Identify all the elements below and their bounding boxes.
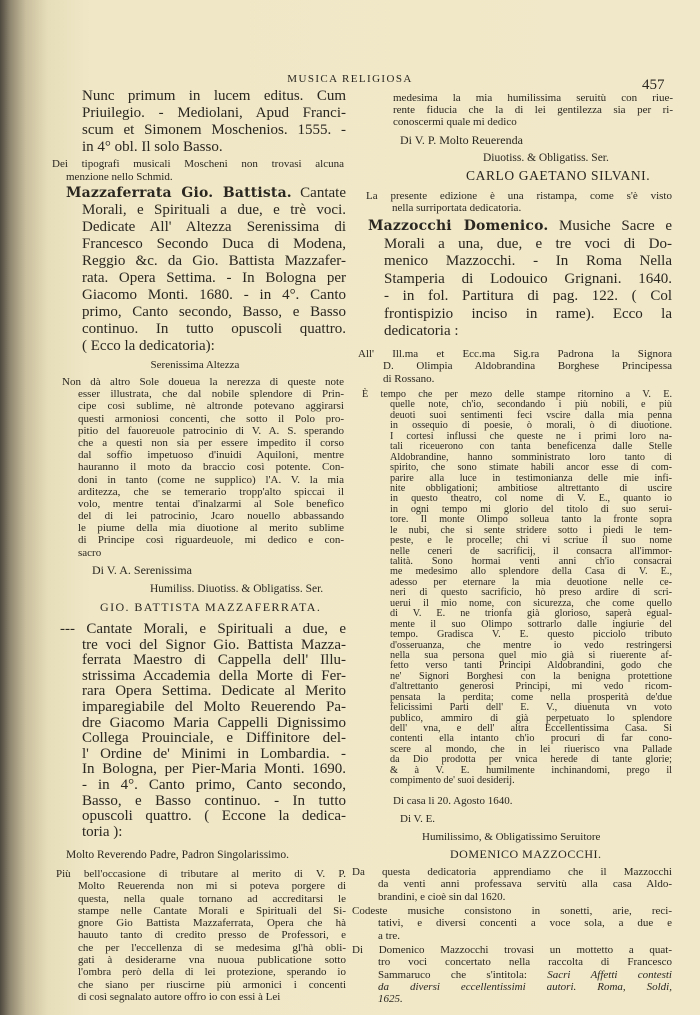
text-line: opuscoli quattro. ( Eccone la dedica- xyxy=(82,808,346,825)
text-line: contenti ella intanto ch'io procuri di far cono- xyxy=(390,733,672,745)
continuation-paragraph xyxy=(82,88,346,156)
text-line: mente il suo Olimpo sottrarlo dalle ingiurie del xyxy=(390,618,672,630)
dedication-text xyxy=(56,868,346,1003)
text-line: Priuilegio. - Mediolani, Apud Franci- xyxy=(82,105,346,121)
text-line: di V. E. ne trionfa già glorioso, saperà egual- xyxy=(390,608,672,620)
text-line: in questo theatro, col nome di V. E., quanto io xyxy=(390,493,672,505)
text-line: menzione nello Schmid. xyxy=(66,170,173,183)
text-line: me medesimo allo splendore della Casa di V. E., xyxy=(390,566,672,578)
text-line: stampe nelle Cantate Morali e Spirituali del Si- xyxy=(78,904,346,917)
text-line: In Bologna, per Pier-Maria Monti. 1690. xyxy=(82,761,346,778)
dedication-text xyxy=(362,390,672,787)
text-line: Nunc primum in lucem editus. Cum xyxy=(82,88,346,104)
running-title: MUSICA RELIGIOSA xyxy=(287,73,413,85)
text-line: Morali, e Spirituali a due, e trè voci. xyxy=(82,202,346,218)
signature: CARLO GAETANO SILVANI. xyxy=(466,168,651,183)
text-line: rente fiducia che la di lei gentilezza sia per ri- xyxy=(393,104,673,116)
note-ristampa xyxy=(366,190,672,214)
text-segment: Musiche Sacre e xyxy=(548,218,672,234)
text-line: da venti anni professava servitù alla casa Aldo- xyxy=(378,878,672,891)
continuation-paragraph xyxy=(393,92,673,128)
signature: GIO. BATTISTA MAZZAFERRATA. xyxy=(100,600,322,614)
text-line: Non dà altro Sole doueua la nerezza di queste note xyxy=(62,376,344,388)
text-line: le piume della mia diuotione al merito sublime xyxy=(78,522,344,535)
text-line: nella surriportata dedicatoria. xyxy=(392,202,522,214)
signoff: Humilissimo, & Obligatissimo Seruitore xyxy=(422,831,601,843)
text-line: doni in tanto (come ne supplico) l'A. V. la mia xyxy=(78,473,344,486)
text-line: nelle ceneri de sacrificij, il consacra all'immor- xyxy=(390,545,672,557)
text-line: che per l'eccellenza di se medesima gl'hà obli- xyxy=(78,941,346,954)
text-line: tore. Il monte Olimpo solleua tanto la fronte sopra xyxy=(390,514,672,526)
text-line: dell' vna, e dell' altra Eccellentissima Casa. Si xyxy=(390,723,672,734)
text-line: arditezza, che se temerario tropp'alto spiccai il xyxy=(78,485,344,498)
text-line: La presente edizione è una ristampa, come s'è visto xyxy=(366,190,672,202)
text-line: in 4° obl. Il solo Basso. xyxy=(82,139,223,155)
note-mottetto xyxy=(352,944,672,1005)
text-line: scere al mondo, che in lei riuerisco vna Pallade xyxy=(390,743,672,755)
text-line: rata. Opera Settima. - In Bologna per xyxy=(82,270,346,286)
text-line: Francesco Secondo Duca di Modena, xyxy=(82,236,346,252)
italic-title: da diversi eccellentissimi autori. Roma, Soldi, xyxy=(378,980,672,993)
text-line: ( Ecco la dedicatoria): xyxy=(82,338,215,354)
text-line: d'osseruanza, che mentre io vedo restringersi xyxy=(390,639,672,651)
dedication-address xyxy=(358,348,672,385)
text-line: di così segnalato autore offro io con essi à Lei xyxy=(78,990,281,1003)
text-line: hauranno il moto da braccio così potente. Con- xyxy=(78,461,344,474)
text-line: - in fol. Partitura di pag. 122. ( Col xyxy=(384,288,672,304)
text-line: felicissimi Parti dell' E. V., diuenuta vn voto xyxy=(390,702,672,714)
text-line: talità. Sono hormai venti anni ch'io consacrai xyxy=(390,556,672,567)
text-line: spirito, che sono stimate habili ancor esse di com- xyxy=(390,462,672,474)
text-line: ferrata Maestro di Cappella dell' Illu- xyxy=(82,652,346,669)
page-number: 457 xyxy=(642,77,665,93)
text-line: Dei tipografi musicali Moscheni non trovasi alcuna xyxy=(52,158,344,170)
note-moscheni xyxy=(52,158,344,183)
text-line: neri di questo sacrificio, hò preso ardire di scri- xyxy=(390,587,672,599)
entry-cantate xyxy=(60,622,346,840)
text-line: dedicatoria : xyxy=(384,323,459,339)
text-line: del di lei patrocinio, Jcaro nouello abbassando xyxy=(78,510,344,523)
text-line: l' Ordine de' Minimi in Lombardia. - xyxy=(82,745,346,762)
text-line: Molto Reuerenda non mi si poteva porgere di xyxy=(78,880,346,893)
text-line xyxy=(66,185,346,202)
text-line: tativi, e diversi concenti a voce sola, a due e xyxy=(378,917,672,930)
note-servitu xyxy=(352,866,672,903)
text-line: che siano per riuscirne più armonici i concenti xyxy=(78,978,346,991)
text-line: tro voci concertato nella raccolta di Francesco xyxy=(378,956,672,969)
text-line: Morali a una, due, e tre voci di Do- xyxy=(384,235,672,252)
closing: Di V. A. Serenissima xyxy=(92,563,192,577)
text-line: Giacomo Monti. 1680. - in 4°. Canto xyxy=(82,287,346,303)
salutation: Molto Reverendo Padre, Padron Singolarissimo. xyxy=(66,849,289,861)
text-line: pitio del fauoreuole patrocinio di V. A. S. sperando xyxy=(78,424,344,437)
text-line: scum et Simonem Moschenios. 1555. - xyxy=(82,122,346,138)
text-line: menico Mazzocchi. - In Roma Nella xyxy=(384,253,672,269)
text-line xyxy=(378,981,672,993)
note-musiche xyxy=(352,905,672,942)
signoff: Diuotiss. & Obligatiss. Ser. xyxy=(483,152,609,164)
dedication-date: Di casa li 20. Agosto 1640. xyxy=(393,795,513,807)
text-line: I cortesi influssi che queste ne i primi loro na- xyxy=(390,430,672,442)
text-line: d'altrettanto generosi Principi, mi vedo ricom- xyxy=(390,681,672,693)
entry-heading: Mazzaferrata Gio. Battista. xyxy=(66,185,292,201)
text-line xyxy=(368,218,672,236)
text-line: brandini, e cioè sin dal 1620. xyxy=(378,890,506,903)
text-line: questi armoniosi concenti, che sotto il Polo pro- xyxy=(78,412,344,425)
text-line xyxy=(378,969,672,981)
text-line: in ogni tempo mi glorio del titolo di suo serui- xyxy=(390,503,672,515)
text-line: da Dio prodotta per vnica herede di tante glorie; xyxy=(390,754,672,766)
text-line: nite obbligationi; ambitiose altrettanto di uscire xyxy=(390,482,672,494)
text-line: publico, ammiro di già perpetuato lo splendore xyxy=(390,712,672,724)
text-line: --- Cantate Morali, e Spirituali a due, e xyxy=(60,621,346,637)
text-line: - in 4°. Canto primo, Canto secondo, xyxy=(82,776,346,793)
text-line: in ossequio di poesie, ò morali, ò di diuotione. xyxy=(390,420,672,432)
text-line: Basso, e Basso continuo. - In tutto xyxy=(82,792,346,809)
text-line: primo, Canto secondo, Basso, e Basso xyxy=(82,304,346,320)
entry-mazzaferrata xyxy=(66,185,346,355)
text-line: conoscermi quale mi dedico xyxy=(393,116,517,128)
text-segment: Sammaruco che s'intitola: xyxy=(378,968,548,981)
text-line: medesima la mia humilissima seruitù con riue- xyxy=(393,92,673,104)
text-line: imparegiabile del Molto Reuerendo Pa- xyxy=(82,698,346,715)
text-line: nella sua persona quel mio già si riuerente af- xyxy=(390,649,672,661)
text-line: ne' Signori Borghesi con la benigna protettione xyxy=(390,670,672,682)
italic-title: Sacri Affetti contesti xyxy=(547,968,672,981)
text-line: parire alla luce in testimonianza delle mie infi- xyxy=(390,472,672,484)
text-line: fetto verso tanti Principi Aldobrandini, godo che xyxy=(390,660,672,672)
text-line: questa, nella quale tornano ad accreditarsi le xyxy=(78,892,346,905)
salutation: Serenissima Altezza xyxy=(150,359,240,371)
text-line: tali riceuerono con tanta beneficenza dalle Stelle xyxy=(390,441,672,453)
text-line: dre Giacomo Maria Cappelli Dignissimo xyxy=(82,714,346,731)
text-line: toria ): xyxy=(82,823,123,840)
text-line: Codeste musiche consistono in sonetti, arie, reci- xyxy=(352,905,672,917)
text-line: dal soffio impetuoso d'inuidi Aquiloni, mentre xyxy=(78,449,344,462)
text-line: di Rossano. xyxy=(383,372,435,385)
signoff: Humiliss. Diuotiss. & Obligatiss. Ser. xyxy=(150,583,324,595)
text-line: All' Ill.ma et Ecc.ma Sig.ra Padrona la Signora xyxy=(358,348,672,360)
text-line: peste, e le procelle; chi vi scriue il suo nome xyxy=(390,535,672,547)
closing: Di V. P. Molto Reuerenda xyxy=(400,133,523,147)
text-line: gati à desiderarne vna nuoua publicatione sotto xyxy=(78,954,346,967)
text-line: Reggio &c. da Gio. Battista Mazzafer- xyxy=(82,253,346,269)
text-line: tre voci del Signor Gio. Battista Mazza- xyxy=(82,636,346,653)
text-line: continuo. In tutto opuscoli quattro. xyxy=(82,321,346,337)
text-line: deuoti suoi sentimenti feci vscire dalla mia penna xyxy=(390,409,672,421)
text-line: l'ombra però della di lei protezione, sperando io xyxy=(78,966,346,979)
text-line: quelle note, ch'io, secondando i più nobili, e più xyxy=(390,399,672,411)
entry-heading: Mazzocchi Domenico. xyxy=(368,218,549,234)
text-line: Collega Prouinciale, e Diffinitore del- xyxy=(82,730,346,747)
text-line: a tre. xyxy=(378,929,400,942)
text-line: che a questi non sia per essere impedito il corso xyxy=(78,436,344,449)
text-line: le nubi, che si sente stridere sotto i piedi le tem- xyxy=(390,524,672,536)
text-line: esser illustrata, che dal nobile splendore di Prin- xyxy=(78,388,344,401)
text-line: cipe così sublime, nè altronde potevano aggirarsi xyxy=(78,400,344,413)
entry-mazzocchi xyxy=(368,218,672,341)
text-line: D. Olimpia Aldobrandina Borghese Principessa xyxy=(383,360,672,373)
signature: DOMENICO MAZZOCCHI. xyxy=(450,847,602,861)
text-line: tempo. Gradisca V. E. questo picciolo tributo xyxy=(390,629,672,641)
text-line: rara Opera Settima. Dedicate al Merito xyxy=(82,683,346,700)
text-line: Da questa dedicatoria apprendiamo che il Mazzocchi xyxy=(352,866,672,878)
text-line: & à V. E. humilmente inchinandomi, prego il xyxy=(390,764,672,776)
text-line: compimento de' suoi desiderij. xyxy=(390,775,515,787)
text-line: volo, mentre tentai d'inalzarmi al Sole benefico xyxy=(78,497,344,510)
text-line: Dedicate All' Altezza Serenissima di xyxy=(82,219,346,235)
closing: Di V. E. xyxy=(400,813,436,825)
text-line: frontispizio inciso in rame). Ecco la xyxy=(384,305,672,322)
text-segment: Cantate xyxy=(291,185,346,201)
text-line: sacro xyxy=(78,546,102,559)
text-line xyxy=(378,993,672,1005)
text-line: Di Domenico Mazzocchi trovasi un mottetto a quat- xyxy=(352,944,672,956)
text-line: Stamperia di Lodouico Grignani. 1640. xyxy=(384,270,672,287)
text-line: Più bell'occasione di tributare al merito di V. P. xyxy=(56,868,346,880)
text-line: Aldobrandine, hanno somministrato loro tanto di xyxy=(390,451,672,463)
text-line: gnore Gio Battista Mazzaferrata, Opera che hà xyxy=(78,917,346,930)
text-line: hauuto tanto di credito presso de Professori, e xyxy=(78,929,346,942)
text-line: uerui il mio nome, con sicurezza, che come quello xyxy=(390,597,672,609)
text-line: pensata la perdita; come nella prosperità de'due xyxy=(390,691,672,703)
text-line: È tempo che per mezo delle stampe ritornino a V. E. xyxy=(362,389,672,400)
text-line: adesso per eternare la mia deuotione nelle ce- xyxy=(390,576,672,588)
dedication-text xyxy=(62,376,344,559)
text-line: di Principe così riguardeuole, mi dedico e con- xyxy=(78,534,344,547)
italic-title: 1625. xyxy=(378,993,403,1006)
text-line: strissima Accademia della Morte di Fer- xyxy=(82,667,346,684)
